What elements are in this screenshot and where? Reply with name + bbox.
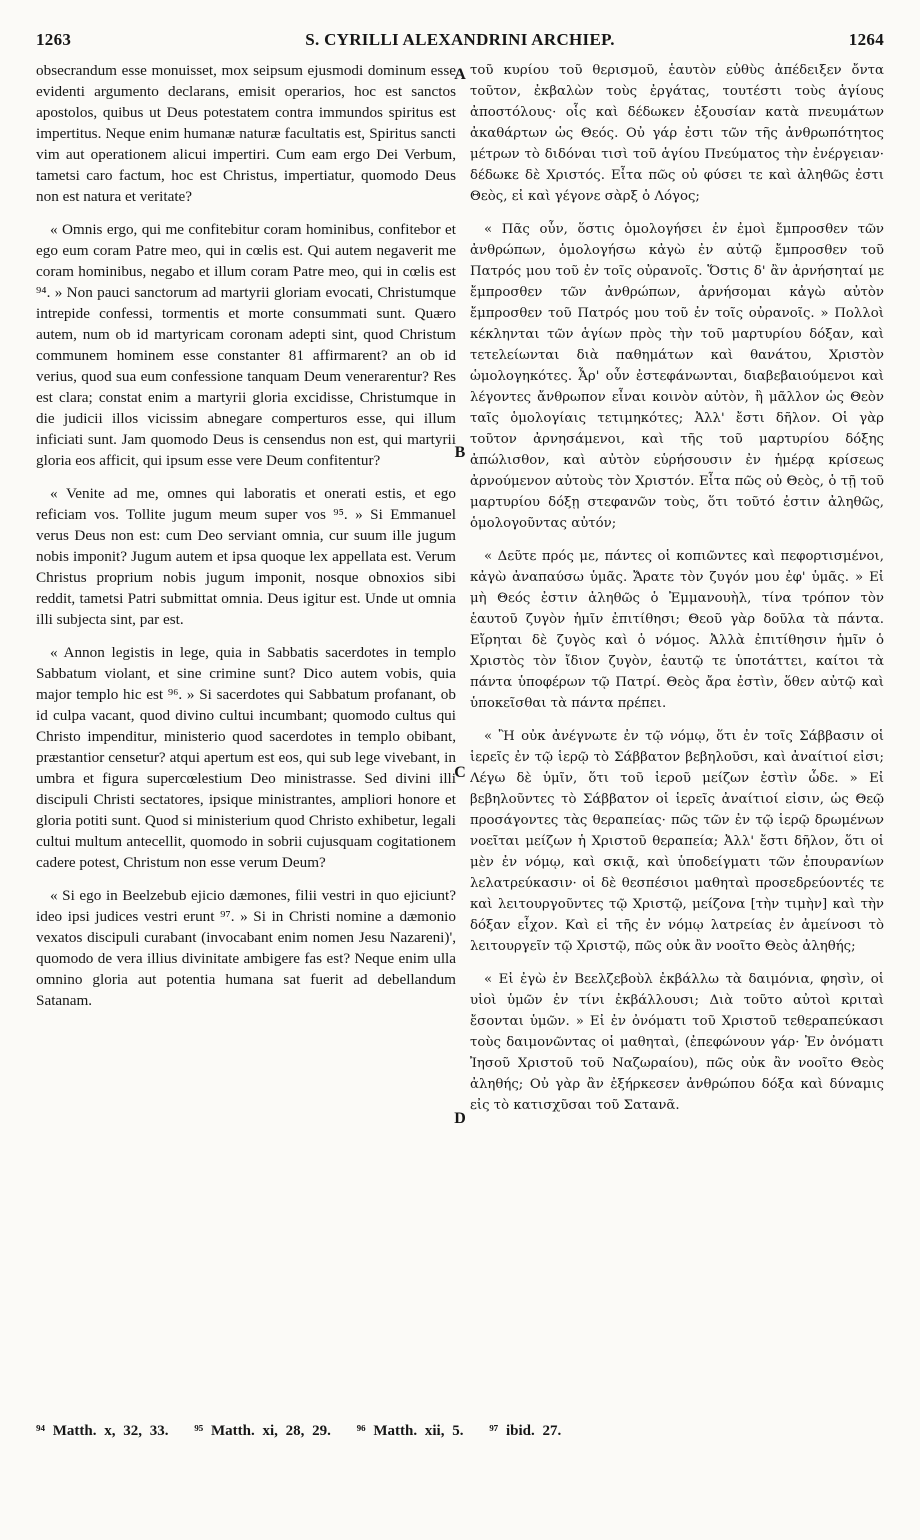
running-title: S. CYRILLI ALEXANDRINI ARCHIEP. xyxy=(305,30,615,49)
footnote: ⁹⁶ Matth. xii, 5. xyxy=(356,1423,464,1439)
greek-paragraph: « Εἰ ἐγὼ ἐν Βεελζεβοὺλ ἐκβάλλω τὰ δαιμόνια, φησὶν, οἱ υἱοὶ ὑμῶν ἐν τίνι ἐκβάλλουσι; Διὰ τοῦτο αὐτοὶ κριταὶ ἔσονται ὑμῶν. » Εἰ ἐν ὀνόματι τοῦ Χριστοῦ τεθεραπεύκασι τοὺς δαιμονῶντας οἱ μαθηταὶ, (ἐπεφώνουν γάρ· Ἐν ὀνόματι Ἰησοῦ Χριστοῦ τοῦ Ναζωραίου), πῶς οὐκ ἂν νοοῖτο Θεὸς ἀληθής; Οὐ γὰρ ἂν ἐξήρκεσεν ἀνθρώπου δόξα καὶ δύναμις εἰς τὸ κατισχῦσαι τοῦ Σατανᾶ. xyxy=(470,972,884,1113)
page-header xyxy=(36,30,884,54)
margin-letter-c: C xyxy=(454,764,466,781)
footnote: ⁹⁷ ibid. 27. xyxy=(489,1423,562,1439)
latin-paragraph: « Annon legistis in lege, quia in Sabbatis sacerdotes in templo Sabbatum violant, et sine crimine sunt? Dico autem vobis, quia major templo hic est ⁹⁶. » Si sacerdotes qui Sabbatum profanant, ob id culpa vacant, quod divino cultui incumbant; quomodo cultus qui Christo impenditur, ministerio quod sacerdotes in templo obibant, præstantior censetur? atqui apertum est eos, qui sub lege vivebant, in umbra et figura supercœlestium Deo ministrasse. Sed divini illi discipuli Christi sectatores, ipsique ministrantes, ampliori honore et gloria potiti sunt. Quod si ministerium quod Christo exhibetur, legali cultui multum antecellit, quomodo in sobrii cujusquam cogitationem cadere potest, Christum non esse verum Deum? xyxy=(36,644,456,871)
page-number-right: 1264 xyxy=(848,30,884,49)
page-number-left: 1263 xyxy=(36,30,72,49)
footnotes xyxy=(36,1423,884,1440)
greek-column xyxy=(470,60,884,1405)
margin-letter-b: B xyxy=(454,444,466,461)
greek-paragraph: τοῦ κυρίου τοῦ θερισμοῦ, ἑαυτὸν εὐθὺς ἀπέδειξεν ὄντα τοῦτον, ἐκβαλὼν τοὺς ἐργάτας, τουτέστι τοὺς ἁγίους ἀποστόλους· οἷς καὶ δέδωκεν ἐξουσίαν κατὰ πνευμάτων ἀκαθάρτων ὡς Θεός. Οὐ γάρ ἐστι τῶν τῆς ἀνθρωπότητος μέτρων τὸ διδόναι τισὶ τοῦ ἁγίου Πνεύματος τὴν ἐνέργειαν· δέδωκε δὲ Χριστός. Εἶτα πῶς οὐ φύσει τε καὶ ἀληθῶς ἐστι Θεὸς, εἰ καὶ γέγονε σὰρξ ὁ Λόγος; xyxy=(470,63,884,204)
greek-paragraph: « Δεῦτε πρός με, πάντες οἱ κοπιῶντες καὶ πεφορτισμένοι, κἀγὼ ἀναπαύσω ὑμᾶς. Ἄρατε τὸν ζυγόν μου ἐφ' ὑμᾶς. » Εἰ μὴ Θεός ἐστιν ἀληθῶς ὁ Ἐμμανουὴλ, τίνα τρόπον τὸν ἑαυτοῦ ζυγὸν ἡμῖν ἐπιτίθησι; Θεοῦ γὰρ δοῦλα τὰ πάντα. Εἴρηται δὲ ζυγὸς καὶ ὁ νόμος. Ἀλλὰ ἐπιτίθησιν ἡμῖν ὁ Χριστὸς τὸν ἴδιον ζυγὸν, ἑαυτῷ τε ὑποτάττει, καίτοι τὰ πάντα ὑποφέρων τῷ Πατρί. Θεὸς ἄρα ἐστὶν, ὅθεν αὐτῷ καὶ ὑποκεῖσθαι τὰ πάντα πρέπει. xyxy=(470,549,884,711)
footnote: ⁹⁴ Matth. x, 32, 33. xyxy=(36,1423,169,1439)
greek-paragraph: « Ἢ οὐκ ἀνέγνωτε ἐν τῷ νόμῳ, ὅτι ἐν τοῖς Σάββασιν οἱ ἱερεῖς ἐν τῷ ἱερῷ τὸ Σάββατον βεβηλοῦσι, καὶ ἀναίτιοί εἰσι; Λέγω δὲ ὑμῖν, ὅτι τοῦ ἱεροῦ μείζων ἐστὶν ὧδε. » Εἰ βεβηλοῦντες τὸ Σάββατον οἱ ἱερεῖς ἀναίτιοί εἰσιν, ὡς Θεῷ προσάγοντες τὰς θεραπείας· πῶς τῶν ἐν τῷ ἱερῷ δρωμένων νοεῖται μείζων ἡ Χριστοῦ θεραπεία; Ἀλλ' ἔστι δῆλον, ὅτι οἱ μὲν ἐν νόμῳ, καὶ σκιᾷ, καὶ ὑποδείγματι τῶν ἐπουρανίων λελατρεύκασιν· οἱ δὲ θεσπέσιοι μαθηταὶ προσεδρεύοντές τε καὶ λειτουργοῦντες τῷ Χριστῷ, μείζονα [τὴν τιμὴν] καὶ τὴν δόξαν εἶχον. Καὶ εἰ τῆς ἐν νόμῳ λατρείας ἐν ἀμείνοσι τὸ λειτουργεῖν τῷ Χριστῷ, πῶς οὐκ ἂν νοοῖτο Θεὸς ἀληθής; xyxy=(470,729,884,954)
margin-letter-d: D xyxy=(454,1110,466,1127)
latin-paragraph: obsecrandum esse monuisset, mox seipsum ejusmodi dominum esse evidenti argumento declarans, emisit operarios, hoc est sanctos apostolos, quibus ut Deus potestatem contra immundos spiritus est impertitus. Neque enim humanæ naturæ facultatis est, Spiritus sancti vim aut operationem alicui impertiri. Cum eam ergo Dei Verbum, tametsi caro factum, hoc est Christus, impertiatur, quomodo Deus non est natura et veritate? xyxy=(36,62,456,205)
greek-paragraph: « Πᾶς οὖν, ὅστις ὁμολογήσει ἐν ἐμοὶ ἔμπροσθεν τῶν ἀνθρώπων, ὁμολογήσω κἀγὼ ἐν αὐτῷ ἔμπροσθεν τοῦ Πατρός μου τοῦ ἐν τοῖς οὐρανοῖς. Ὅστις δ' ἂν ἀρνήσηταί με ἔμπροσθεν τῶν ἀνθρώπων, ἀρνήσομαι κἀγὼ αὐτὸν ἔμπροσθεν τοῦ Πατρός μου τοῦ ἐν τοῖς οὐρανοῖς. » Πολλοὶ κέκληνται τῶν ἁγίων πρὸς τὴν τοῦ μαρτυρίου δόξαν, καὶ τετελείωνται διὰ παθημάτων καὶ θανάτου, Χριστὸν ὡμολογηκότες. Ἆρ' οὖν ἐστεφάνωνται, διαβεβαιούμενοι καὶ λέγοντες ἄνθρωπον εἶναι κοινὸν αὐτὸν, ἢ μᾶλλον ὡς Θεὸν ταῖς ὁμολογίαις τετιμηκότες; Ἀλλ' ἔστι δῆλον. Οἱ γὰρ τοῦτον ἀρνησάμενοι, καὶ τῆς τοῦ μαρτυρίου δόξης ἀπώλισθον, καὶ αὐτὸν εὑρήσουσιν ἐν ἡμέρᾳ κρίσεως ἀρνούμενον αὐτοὺς τὸν Χριστόν. Εἶτα πῶς οὐ Θεὸς, ὁ τῇ τοῦ μαρτυρίου δόξῃ στεφανῶν τοὺς, ὅτι τοῦτό ἐστιν ἀληθῶς, ὁμολογοῦντας αὐτόν; xyxy=(470,222,884,531)
latin-paragraph: « Venite ad me, omnes qui laboratis et onerati estis, et ego reficiam vos. Tollite jugum meum super vos ⁹⁵. » Si Emmanuel verus Deus non est: cum Deo serviant omnia, cur suum ille jugum nobis imponit? Jugum autem et ipsa quoque lex appellata est. Verum Christus proprium nobis jugum imponit, nosque obnoxios sibi reddit, tametsi Patri submittat omnia. Deus igitur est. Unde ut omnia illi subjecta sint, par est. xyxy=(36,485,456,628)
footnote: ⁹⁵ Matth. xi, 28, 29. xyxy=(194,1423,331,1439)
latin-paragraph: « Omnis ergo, qui me confitebitur coram hominibus, confitebor et ego eum coram Patre meo, qui in cœlis est. Qui autem negaverit me coram hominibus, negabo et illum coram Patre meo, qui in cœlis est ⁹⁴. » Non pauci sanctorum ad martyrii gloriam evocati, Christumque intrepide confessi, tormentis et morte consummati sunt. Quæro autem, num ob id martyricam coronam adepti sint, quod Christum communem hominem esse constanter 81 affirmarent? an ob id verius, quod sua eum confessione tanquam Deum venerarentur? Res est clara; constat enim a martyrii gloria excidisse, Christumque in die judicii illos vicissim abnegare comperturos esse, qui illum inficiati sunt. Jam quomodo Deus is censendus non est, qui martyrii gloria eos afficit, qui ipsum esse vere Deum confitentur? xyxy=(36,221,456,469)
latin-paragraph: « Si ego in Beelzebub ejicio dæmones, filii vestri in quo ejiciunt? ideo ipsi judices vestri erunt ⁹⁷. » Si in Christi nomine a dæmonio vexatos discipuli curabant (invocabant enim nomen Jesu Nazareni)', quomodo de vera illius divinitate ambigere fas est? Neque enim ulla omnino gloria aut potentia humana sat fuerit ad debellandum Satanam. xyxy=(36,887,456,1009)
latin-column xyxy=(36,60,456,1405)
margin-letter-a: A xyxy=(454,66,466,83)
